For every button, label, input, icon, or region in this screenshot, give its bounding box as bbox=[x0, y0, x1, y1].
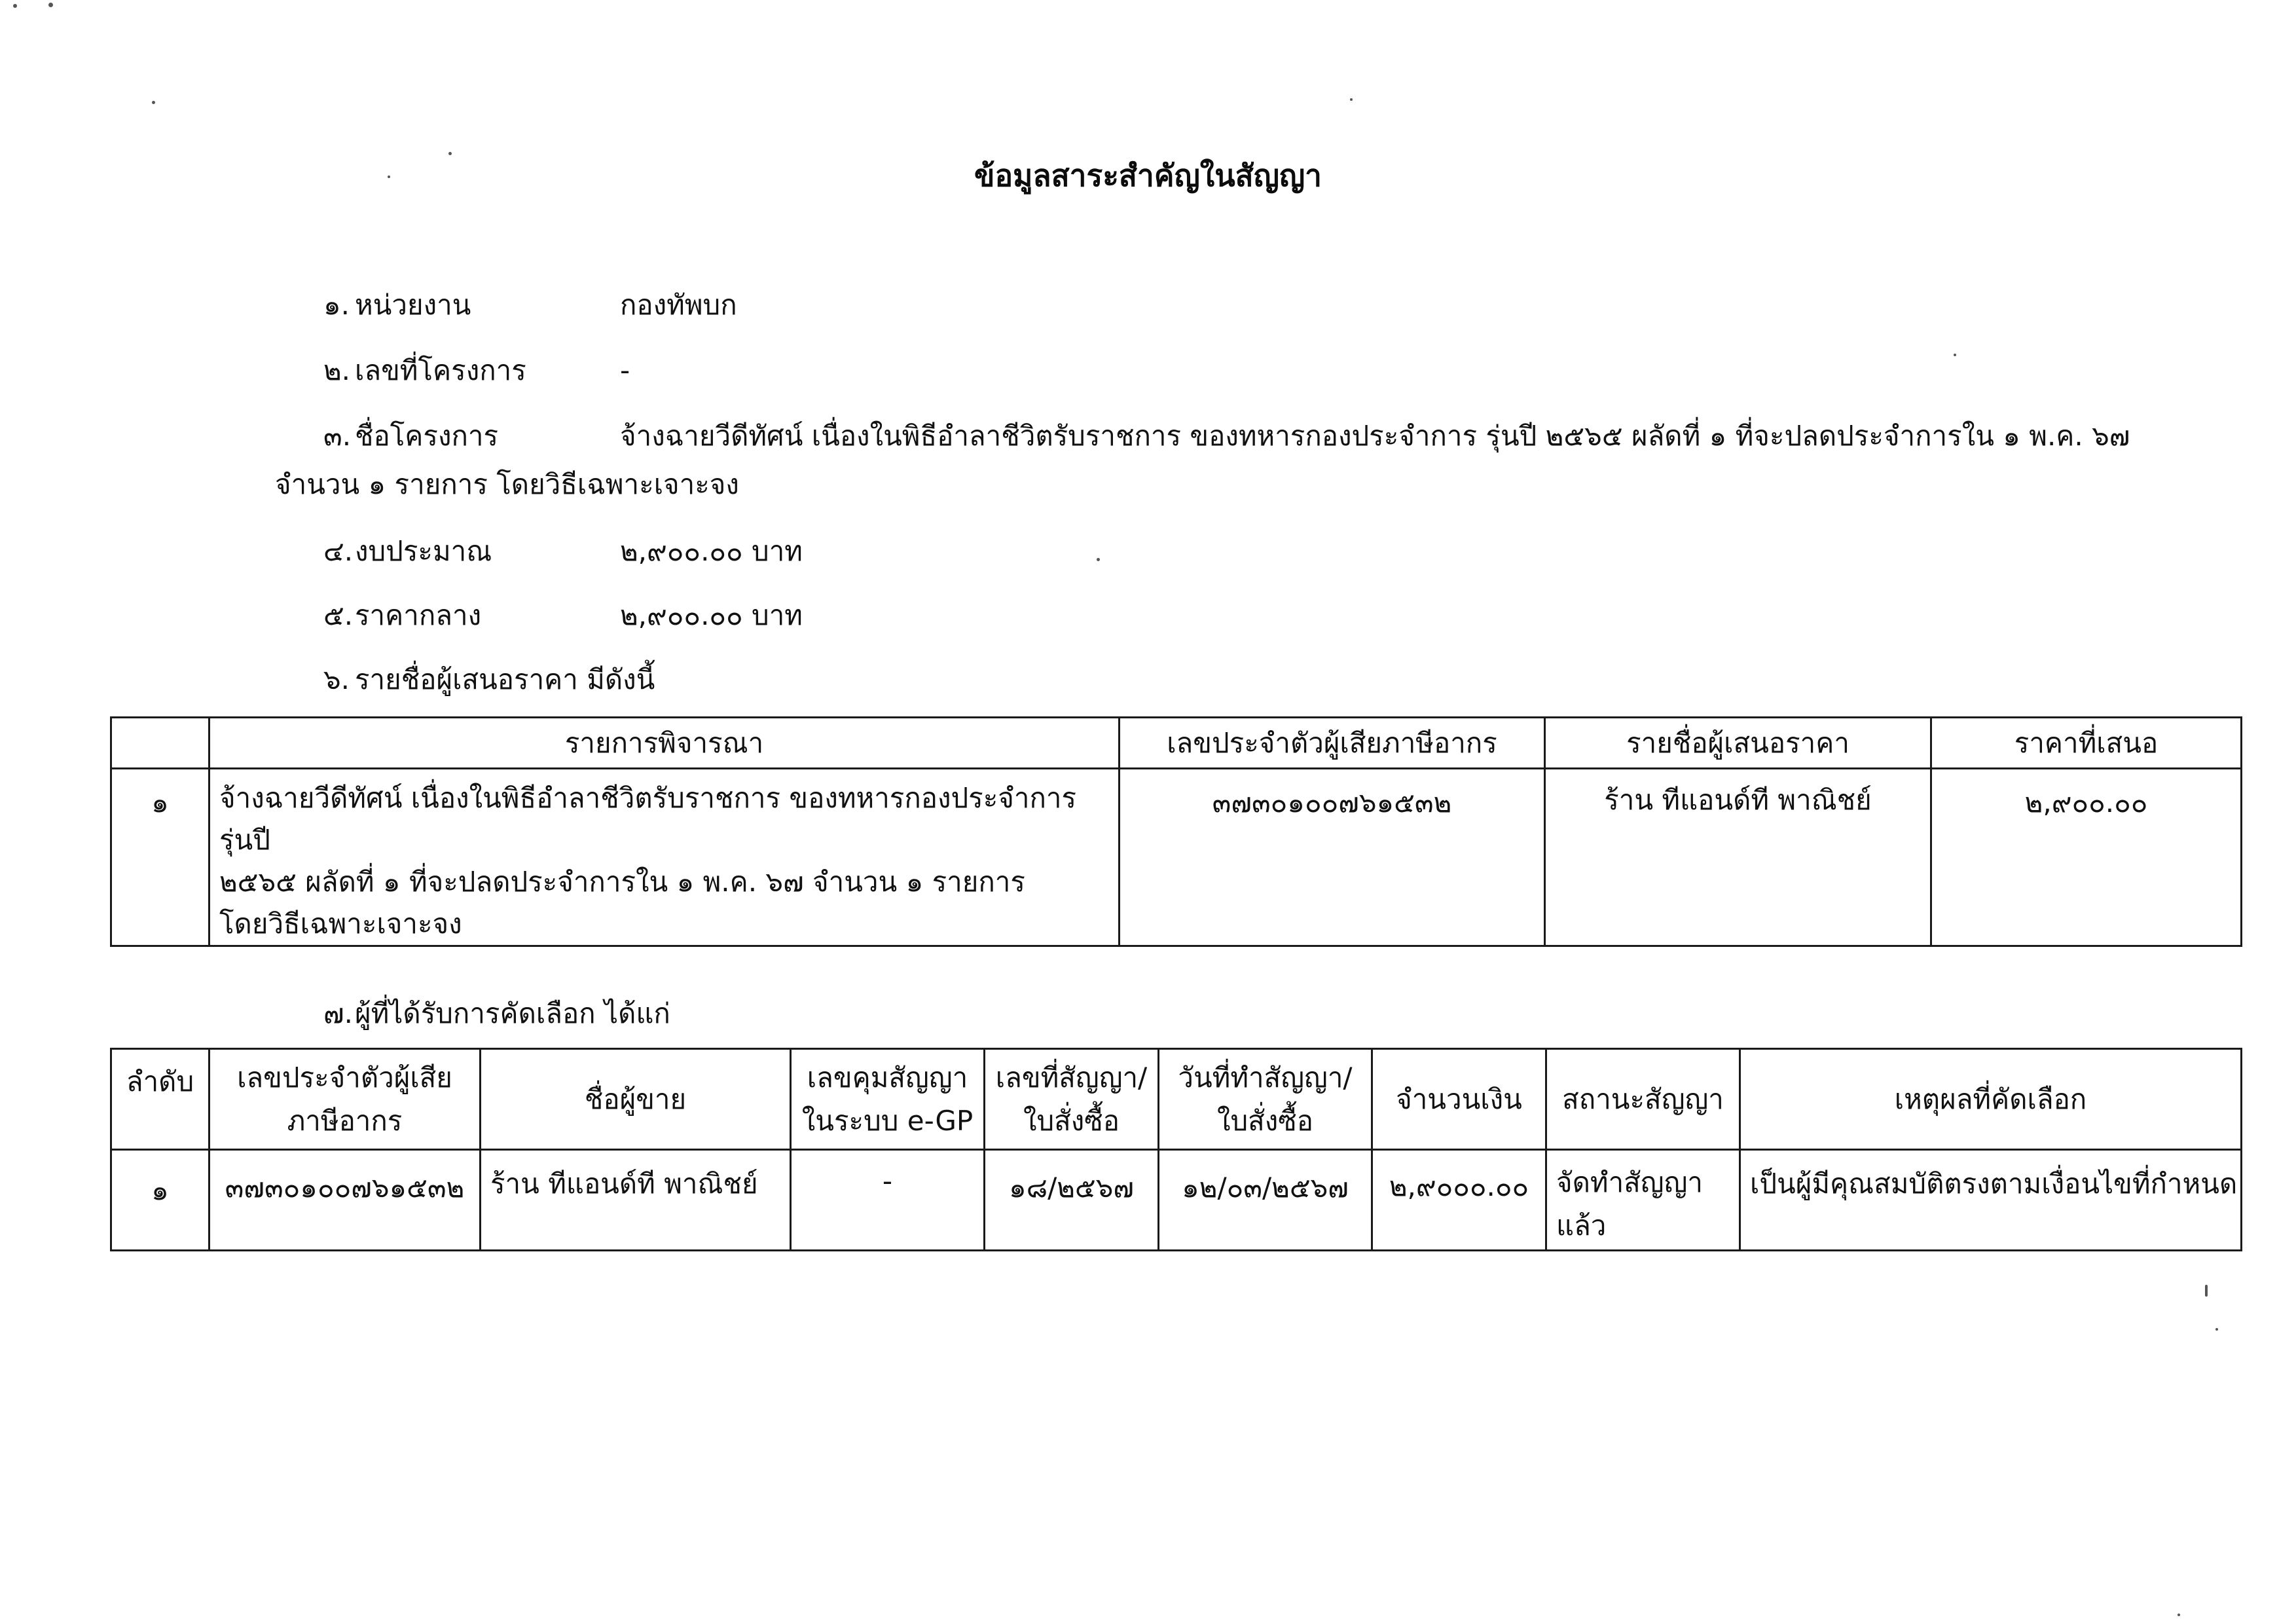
scan-speck bbox=[1350, 98, 1353, 101]
column-header bbox=[1740, 1049, 2242, 1150]
contract-number: ๑๘/๒๕๖๗ bbox=[985, 1150, 1159, 1251]
item-description-line: ๒๕๖๕ ผลัดที่ ๑ ที่จะปลดประจำการใน ๑ พ.ค. ๖๗ จำนวน ๑ รายการ bbox=[219, 866, 1025, 898]
field-value: ๒,๙๐๐.๐๐ บาท bbox=[620, 599, 803, 631]
column-header-line: ใบสั่งซื้อ bbox=[1216, 1104, 1314, 1137]
column-header-line: สถานะสัญญา bbox=[1562, 1082, 1724, 1115]
field-label: รายชื่อผู้เสนอราคา มีดังนี้ bbox=[355, 663, 655, 695]
column-header bbox=[791, 1049, 985, 1150]
scan-speck bbox=[2205, 1285, 2208, 1297]
column-header-line: เลขประจำตัวผู้เสีย bbox=[237, 1061, 452, 1094]
column-header-line: ในระบบ e-GP bbox=[801, 1104, 974, 1137]
field-number: ๒. bbox=[323, 354, 351, 386]
column-header bbox=[1159, 1049, 1372, 1150]
column-header bbox=[985, 1049, 1159, 1150]
contract-date: ๑๒/๐๓/๒๕๖๗ bbox=[1159, 1150, 1372, 1251]
row-number: ๑ bbox=[111, 1150, 210, 1251]
field-number: ๗. bbox=[323, 997, 353, 1029]
column-header: รายการพิจารณา bbox=[210, 718, 1120, 769]
field-label: หน่วยงาน bbox=[355, 289, 471, 321]
field-value: กองทัพบก bbox=[620, 289, 737, 321]
field-label: ผู้ที่ได้รับการคัดเลือก ได้แก่ bbox=[355, 997, 670, 1029]
column-header bbox=[111, 718, 210, 769]
scan-speck bbox=[13, 4, 17, 8]
field-project-name-continuation: จำนวน ๑ รายการ โดยวิธีเฉพาะเจาะจง bbox=[275, 468, 739, 500]
field-number: ๖. bbox=[323, 663, 350, 695]
item-description bbox=[210, 769, 1120, 946]
column-header-line: เหตุผลที่คัดเลือก bbox=[1894, 1082, 2087, 1115]
column-header bbox=[1546, 1049, 1740, 1150]
scan-speck bbox=[2215, 1328, 2218, 1331]
item-description-line: โดยวิธีเฉพาะเจาะจง bbox=[219, 908, 462, 940]
bidders-table bbox=[110, 716, 2242, 947]
row-number: ๑ bbox=[111, 769, 210, 946]
field-label: ราคากลาง bbox=[355, 599, 482, 631]
column-header bbox=[111, 1049, 210, 1150]
field-number: ๔. bbox=[323, 535, 354, 567]
contract-status-line: แล้ว bbox=[1556, 1209, 1607, 1242]
field-value: - bbox=[620, 354, 630, 386]
field-label: เลขที่โครงการ bbox=[355, 354, 526, 386]
column-header-line: ภาษีอากร bbox=[287, 1104, 403, 1137]
column-header-line: จำนวนเงิน bbox=[1396, 1082, 1522, 1115]
column-header-line: เลขที่สัญญา/ bbox=[995, 1061, 1148, 1094]
vendor-name: ร้าน ทีแอนด์ที พาณิชย์ bbox=[481, 1150, 791, 1251]
selection-reason: เป็นผู้มีคุณสมบัติตรงตามเงื่อนไขที่กำหนด bbox=[1740, 1150, 2242, 1251]
tax-id: ๓๗๓๐๑๐๐๗๖๑๕๓๒ bbox=[210, 1150, 481, 1251]
table-header-row bbox=[111, 1049, 2242, 1150]
scan-speck bbox=[1097, 558, 1100, 561]
selected-vendor-table bbox=[110, 1048, 2242, 1251]
table-row bbox=[111, 769, 2242, 946]
document-title: ข้อมูลสาระสำคัญในสัญญา bbox=[974, 158, 1322, 193]
field-label: ชื่อโครงการ bbox=[355, 420, 499, 452]
tax-id: ๓๗๓๐๑๐๐๗๖๑๕๓๒ bbox=[1120, 769, 1545, 946]
column-header-line: ใบสั่งซื้อ bbox=[1023, 1104, 1120, 1137]
contract-status bbox=[1546, 1150, 1740, 1251]
field-number: ๓. bbox=[323, 420, 352, 452]
column-header bbox=[481, 1049, 791, 1150]
column-header bbox=[1372, 1049, 1546, 1150]
column-header-line: ชื่อผู้ขาย bbox=[584, 1082, 687, 1115]
scan-speck bbox=[1954, 354, 1956, 356]
egp-control-number: - bbox=[791, 1150, 985, 1251]
column-header: เลขประจำตัวผู้เสียภาษีอากร bbox=[1120, 718, 1545, 769]
scan-speck bbox=[2178, 1614, 2180, 1616]
field-value: ๒,๙๐๐.๐๐ บาท bbox=[620, 535, 803, 567]
field-label: งบประมาณ bbox=[355, 535, 492, 567]
column-header-line: เลขคุมสัญญา bbox=[807, 1061, 968, 1094]
column-header: ราคาที่เสนอ bbox=[1931, 718, 2242, 769]
table-row bbox=[111, 1150, 2242, 1251]
bid-price: ๒,๙๐๐.๐๐ bbox=[1931, 769, 2242, 946]
contract-status-line: จัดทำสัญญา bbox=[1556, 1166, 1703, 1198]
contract-amount: ๒,๙๐๐๐.๐๐ bbox=[1372, 1150, 1546, 1251]
bidder-name: ร้าน ทีแอนด์ที พาณิชย์ bbox=[1545, 769, 1931, 946]
column-header: รายชื่อผู้เสนอราคา bbox=[1545, 718, 1931, 769]
column-header-line: วันที่ทำสัญญา/ bbox=[1178, 1061, 1353, 1094]
scan-speck bbox=[152, 101, 155, 104]
column-header-line: ลำดับ bbox=[126, 1065, 194, 1098]
field-number: ๑. bbox=[323, 289, 350, 321]
field-value: จ้างฉายวีดีทัศน์ เนื่องในพิธีอำลาชีวิตรับราชการ ของทหารกองประจำการ รุ่นปี ๒๕๖๕ ผลัดที่ ๑ ที่จะปลดประจำการใน ๑ พ.ค. ๖๗ bbox=[620, 420, 2130, 452]
field-number: ๕. bbox=[323, 599, 354, 631]
item-description-line: จ้างฉายวีดีทัศน์ เนื่องในพิธีอำลาชีวิตรับราชการ ของทหารกองประจำการ รุ่นปี bbox=[219, 782, 1077, 856]
table-header-row bbox=[111, 718, 2242, 769]
scan-speck bbox=[48, 3, 53, 7]
column-header bbox=[210, 1049, 481, 1150]
